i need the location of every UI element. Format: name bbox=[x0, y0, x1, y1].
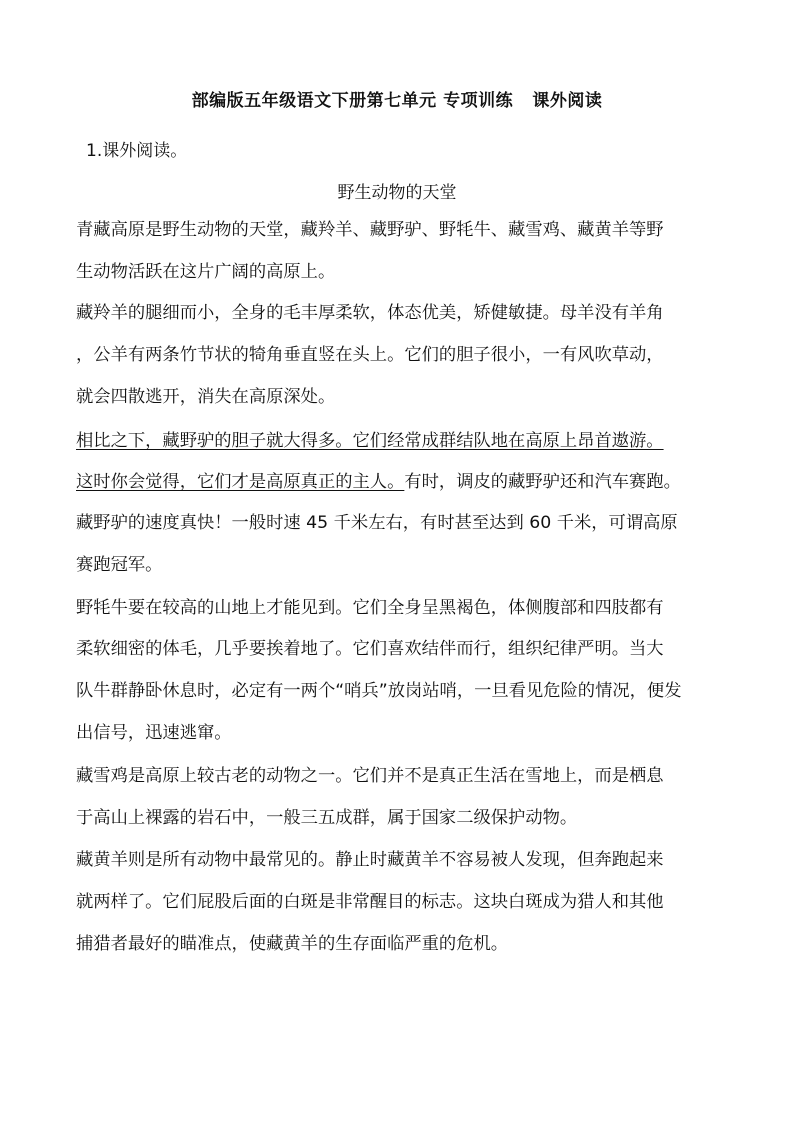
line-text: 出信号，迅速逃窜。 bbox=[76, 723, 232, 743]
line-text: 藏雪鸡是高原上较古老的动物之一。它们并不是真正生活在雪地上，而是栖息 bbox=[76, 766, 664, 786]
article-line bbox=[76, 890, 664, 914]
question-label: 1.课外阅读。 bbox=[86, 141, 188, 161]
article-line bbox=[76, 385, 335, 409]
article-line bbox=[76, 511, 678, 535]
article-line bbox=[76, 301, 664, 325]
article-line bbox=[76, 553, 162, 577]
line-text: 藏野驴的速度真快！一般时速 45 千米左右，有时甚至达到 60 千米，可谓高原 bbox=[76, 513, 678, 533]
line-text: 就会四散逃开，消失在高原深处。 bbox=[76, 387, 336, 407]
line-text: 柔软细密的体毛，几乎要挨着地了。它们喜欢结伴而行，组织纪律严明。当大 bbox=[76, 639, 664, 659]
article-title: 野生动物的天堂 bbox=[337, 183, 457, 203]
document-title: 部编版五年级语文下册第七单元 专项训练 课外阅读 bbox=[191, 91, 603, 111]
underlined-sentence: 这时你会觉得，它们才是高原真正的主人。 bbox=[76, 472, 405, 492]
line-text: 藏羚羊的腿细而小，全身的毛丰厚柔软，体态优美，矫健敏捷。母羊没有羊角 bbox=[76, 303, 664, 323]
line-text: 捕猎者最好的瞄准点，使藏黄羊的生存面临严重的危机。 bbox=[76, 934, 509, 954]
line-text: 有时，调皮的藏野驴还和汽车赛跑。 bbox=[404, 472, 681, 492]
line-text: 野牦牛要在较高的山地上才能见到。它们全身呈黑褐色，体侧腹部和四肢都有 bbox=[76, 598, 664, 618]
article-line bbox=[76, 679, 681, 703]
article-line bbox=[76, 848, 664, 872]
article-line bbox=[76, 429, 664, 453]
article-line bbox=[76, 764, 664, 788]
underlined-sentence: 相比之下，藏野驴的胆子就大得多。它们经常成群结队地在高原上昂首遨游。 bbox=[76, 431, 664, 451]
line-text: 队牛群静卧休息时，必定有一两个“哨兵”放岗站哨，一旦看见危险的情况，便发 bbox=[76, 681, 682, 701]
article-line bbox=[76, 721, 232, 745]
article-line bbox=[76, 343, 664, 367]
line-text: 于高山上裸露的岩石中，一般三五成群，属于国家二级保护动物。 bbox=[76, 808, 578, 828]
line-text: 赛跑冠军。 bbox=[76, 555, 163, 575]
article-line bbox=[76, 806, 577, 830]
article-line bbox=[76, 932, 508, 956]
article-line bbox=[76, 637, 664, 661]
line-text: 藏黄羊则是所有动物中最常见的。静止时藏黄羊不容易被人发现，但奔跑起来 bbox=[76, 850, 664, 870]
line-text: 生动物活跃在这片广阔的高原上。 bbox=[76, 262, 336, 282]
line-text: 就两样了。它们屁股后面的白斑是非常醒目的标志。这块白斑成为猎人和其他 bbox=[76, 892, 664, 912]
line-text: ，公羊有两条竹节状的犄角垂直竖在头上。它们的胆子很小，一有风吹草动， bbox=[76, 345, 664, 365]
article-line bbox=[76, 470, 681, 494]
line-text: 青藏高原是野生动物的天堂，藏羚羊、藏野驴、野牦牛、藏雪鸡、藏黄羊等野 bbox=[76, 220, 664, 240]
article-line bbox=[76, 260, 335, 284]
article-line bbox=[76, 218, 664, 242]
article-line bbox=[76, 596, 664, 620]
